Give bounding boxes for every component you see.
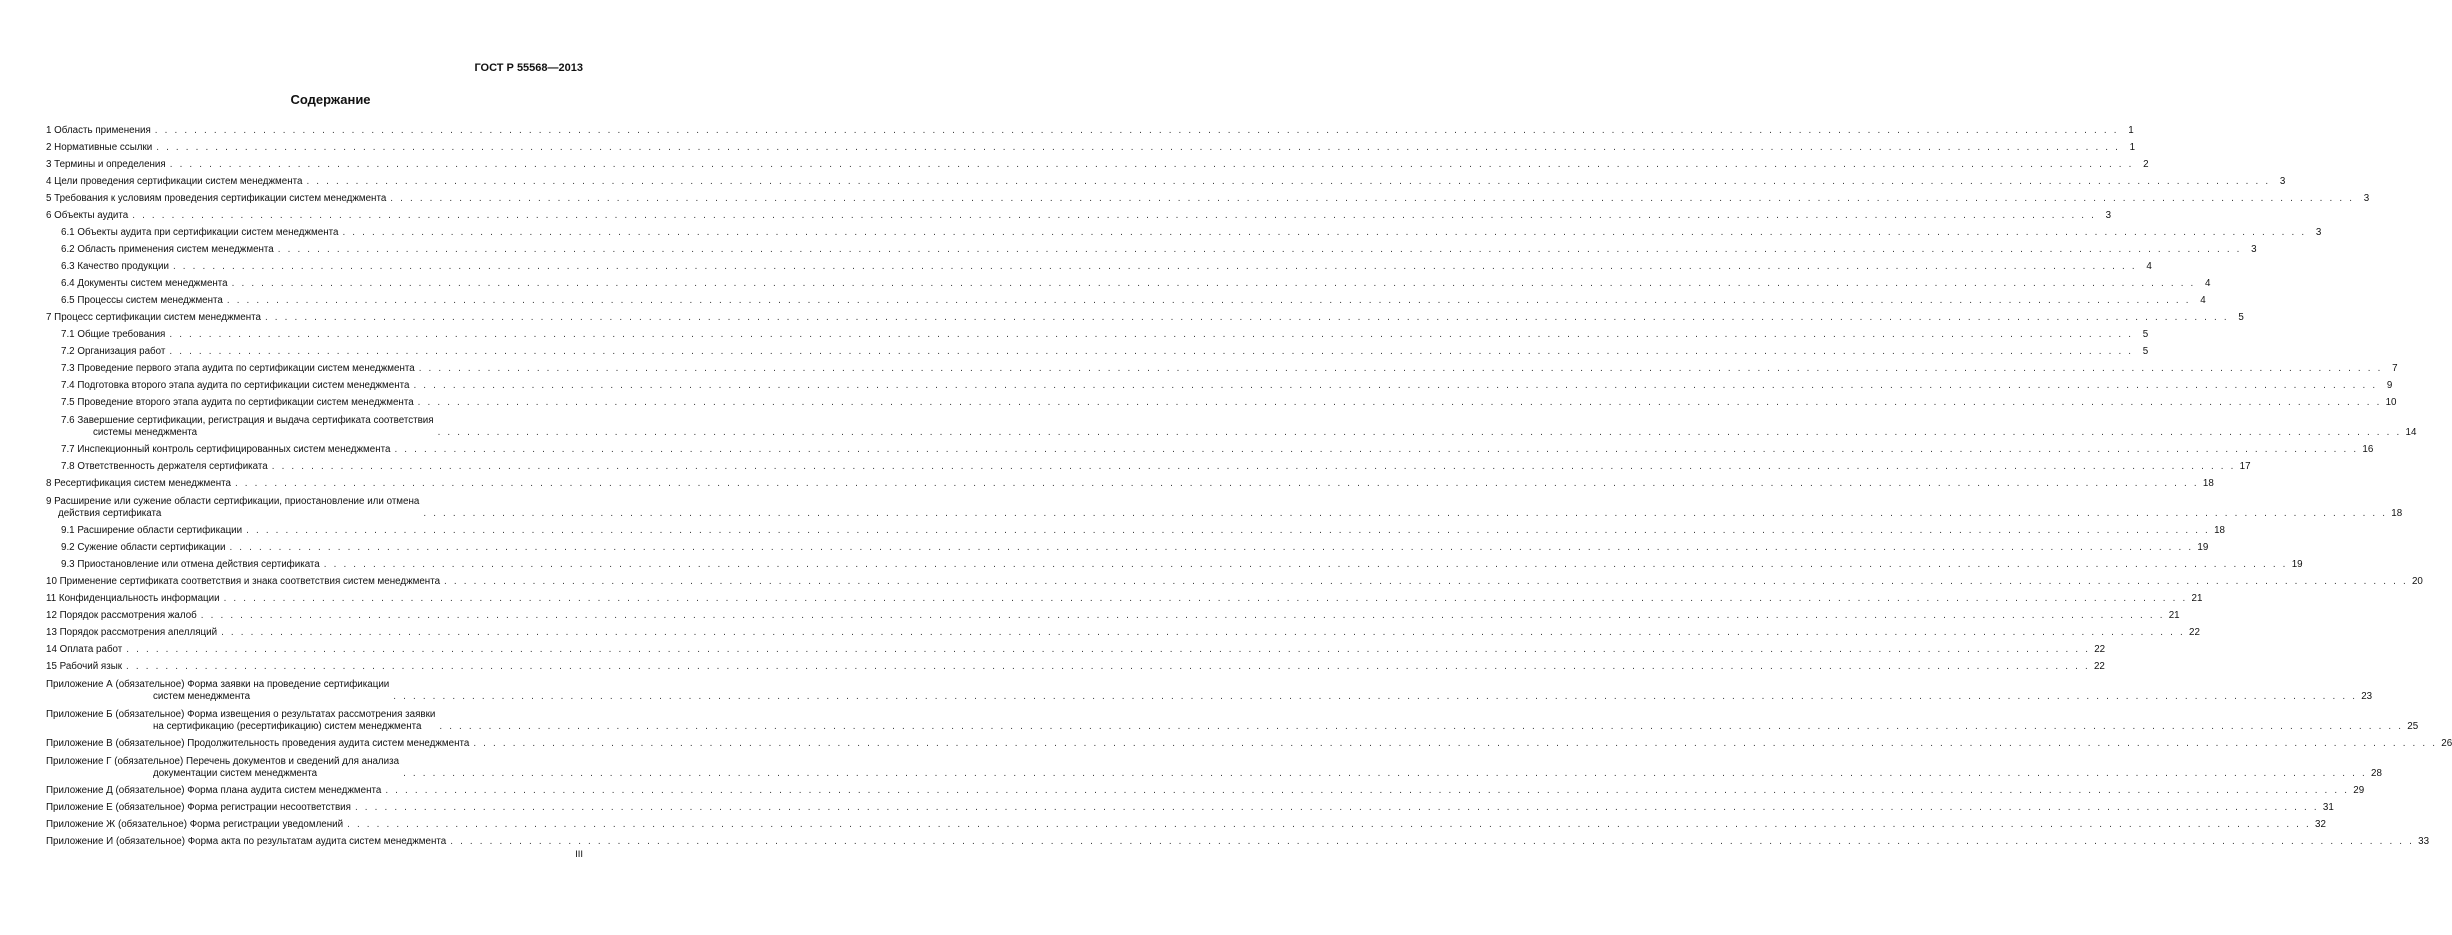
toc-entry-page: 22: [2094, 644, 2106, 655]
toc-entry: [46, 290, 2206, 307]
dot-leader: . . . . . . . . . . . . . . . . . . . . . . . . . . . . . . . . . . . . . . . . . . . . . . . . . . . . . . . . . . . . . . . . . . . . . . . . . . . . . . . . . . . . . . . . . . . . . . . . . . . . . . . . . . . . . . . . . . . . . . . . . . . . . . . . . . . . . . . . . . . . . . . . . . . . . . . . . . . . . . . . . . . . . . . . . . . . . . . . . . . . . . . . . . . . . . . . . . . . . . . .: [306, 176, 2271, 187]
toc-entry-page: 20: [2411, 576, 2423, 587]
toc-entry-label: 10 Применение сертификата соответствия и знака соответствия систем менеджмента: [46, 576, 441, 587]
toc-entry-page: 3: [2315, 227, 2322, 238]
toc-entry-page: 2: [2143, 159, 2149, 170]
toc-entry-label: Приложение Г (обязательное) Перечень документов и сведений для анализа: [46, 756, 400, 767]
toc-entry-text: [46, 756, 399, 780]
toc-entry-text: [46, 679, 389, 703]
toc-entry-text: [46, 576, 440, 588]
document-code: ГОСТ Р 55568—2013: [474, 62, 583, 74]
toc-entry-continuation: действия сертификата: [58, 508, 162, 519]
toc-entry-text: [46, 380, 409, 392]
toc-entry: [46, 703, 2419, 733]
toc-entry-text: [46, 261, 169, 273]
toc-entry-text: [46, 210, 128, 222]
toc-entry-label: 12 Порядок рассмотрения жалоб: [46, 610, 197, 621]
toc-entry-page: 18: [2202, 478, 2214, 489]
toc-entry-label: 6.3 Качество продукции: [61, 261, 169, 272]
toc-entry-label: Приложение Д (обязательное) Форма плана аудита систем менеджмента: [46, 785, 382, 796]
toc-entry-label: 2 Нормативные ссылки: [46, 142, 153, 153]
toc-entry-label: 9.1 Расширение области сертификации: [61, 525, 243, 536]
toc-entry: [46, 554, 2303, 571]
toc-entry-label: 7.5 Проведение второго этапа аудита по сертификации систем менеджмента: [61, 397, 414, 408]
toc-entry-page: 14: [2405, 427, 2417, 438]
dot-leader: . . . . . . . . . . . . . . . . . . . . . . . . . . . . . . . . . . . . . . . . . . . . . . . . . . . . . . . . . . . . . . . . . . . . . . . . . . . . . . . . . . . . . . . . . . . . . . . . . . . . . . . . . . . . . . . . . . . . . . . . . . . . . . . . . . . . . . . . . . . . . . . . . . . . . . . . . . . . . . . . . . . . . . . . . . . . . . . . . . . . . . . . . . . . . . . . . . . . . . . .: [200, 610, 2165, 621]
toc-entry: [46, 605, 2180, 622]
toc-entry-label: 6.5 Процессы систем менеджмента: [61, 295, 223, 306]
dot-leader: . . . . . . . . . . . . . . . . . . . . . . . . . . . . . . . . . . . . . . . . . . . . . . . . . . . . . . . . . . . . . . . . . . . . . . . . . . . . . . . . . . . . . . . . . . . . . . . . . . . . . . . . . . . . . . . . . . . . . . . . . . . . . . . . . . . . . . . . . . . . . . . . . . . . . . . . . . . . . . . . . . . . . . . . . . . . . . . . . . . . . . . . . . . . . . . . . . . . . . . .: [172, 261, 2137, 272]
dot-leader: . . . . . . . . . . . . . . . . . . . . . . . . . . . . . . . . . . . . . . . . . . . . . . . . . . . . . . . . . . . . . . . . . . . . . . . . . . . . . . . . . . . . . . . . . . . . . . . . . . . . . . . . . . . . . . . . . . . . . . . . . . . . . . . . . . . . . . . . . . . . . . . . . . . . . . . . . . . . . . . . . . . . . . . . . . . . . . . . . . . . . . . . . . . . . . . . . . . . . . . .: [393, 691, 2358, 702]
table-of-contents: [46, 120, 2452, 848]
dot-leader: . . . . . . . . . . . . . . . . . . . . . . . . . . . . . . . . . . . . . . . . . . . . . . . . . . . . . . . . . . . . . . . . . . . . . . . . . . . . . . . . . . . . . . . . . . . . . . . . . . . . . . . . . . . . . . . . . . . . . . . . . . . . . . . . . . . . . . . . . . . . . . . . . . . . . . . . . . . . . . . . . . . . . . . . . . . . . . . . . . . . . . . . . . . . . . . . . . . . . . . .: [169, 329, 2134, 340]
toc-entry-label: 6.4 Документы систем менеджмента: [61, 278, 228, 289]
toc-entry-text: [46, 593, 220, 605]
toc-entry: [46, 537, 2209, 554]
toc-entry-page: 31: [2322, 802, 2334, 813]
dot-leader: . . . . . . . . . . . . . . . . . . . . . . . . . . . . . . . . . . . . . . . . . . . . . . . . . . . . . . . . . . . . . . . . . . . . . . . . . . . . . . . . . . . . . . . . . . . . . . . . . . . . . . . . . . . . . . . . . . . . . . . . . . . . . . . . . . . . . . . . . . . . . . . . . . . . . . . . . . . . . . . . . . . . . . . . . . . . . . . . . . . . . . . . . . . . . . . . . . . . . . . .: [403, 768, 2367, 779]
toc-entry-page: 18: [2391, 508, 2403, 519]
dot-leader: . . . . . . . . . . . . . . . . . . . . . . . . . . . . . . . . . . . . . . . . . . . . . . . . . . . . . . . . . . . . . . . . . . . . . . . . . . . . . . . . . . . . . . . . . . . . . . . . . . . . . . . . . . . . . . . . . . . . . . . . . . . . . . . . . . . . . . . . . . . . . . . . . . . . . . . . . . . . . . . . . . . . . . . . . . . . . . . . . . . . . . . . . . . . . . . . . . . . . . . .: [223, 593, 2188, 604]
toc-entry-label: 7.4 Подготовка второго этапа аудита по сертификации систем менеджмента: [61, 380, 410, 391]
toc-entry-page: 3: [2105, 210, 2112, 221]
toc-entry-text: [46, 159, 166, 171]
toc-entry-text: [46, 478, 231, 490]
toc-entry: [46, 358, 2398, 375]
toc-entry-label: Приложение Е (обязательное) Форма регистрации несоответствия: [46, 802, 351, 813]
toc-entry-label: 5 Требования к условиям проведения сертификации систем менеджмента: [46, 193, 387, 204]
toc-entry-text: [46, 278, 228, 290]
toc-entry: [46, 797, 2334, 814]
toc-entry-label: 7.6 Завершение сертификации, регистрация и выдача сертификата соответствия: [61, 415, 434, 426]
toc-entry-page: 22: [2189, 627, 2200, 638]
toc-entry-page: 16: [2362, 444, 2374, 455]
toc-entry-page: 3: [2251, 244, 2257, 255]
toc-entry: [46, 750, 2382, 780]
toc-entry-label: Приложение Ж (обязательное) Форма регистрации уведомлений: [46, 819, 344, 830]
toc-entry-text: [46, 312, 261, 324]
toc-entry-page: 32: [2315, 819, 2326, 830]
toc-entry-text: [46, 244, 274, 256]
toc-entry-text: [46, 525, 242, 537]
toc-entry: [46, 473, 2214, 490]
toc-entry: [46, 831, 2430, 848]
dot-leader: . . . . . . . . . . . . . . . . . . . . . . . . . . . . . . . . . . . . . . . . . . . . . . . . . . . . . . . . . . . . . . . . . . . . . . . . . . . . . . . . . . . . . . . . . . . . . . . . . . . . . . . . . . . . . . . . . . . . . . . . . . . . . . . . . . . . . . . . . . . . . . . . . . . . . . . . . . . . . . . . . . . . . . . . . . . . . . . . . . . . . . . . . . . . . . . . . . . . . . . .: [132, 210, 2097, 221]
toc-entry-text: [46, 461, 268, 473]
toc-entry-page: 29: [2353, 785, 2365, 796]
dot-leader: . . . . . . . . . . . . . . . . . . . . . . . . . . . . . . . . . . . . . . . . . . . . . . . . . . . . . . . . . . . . . . . . . . . . . . . . . . . . . . . . . . . . . . . . . . . . . . . . . . . . . . . . . . . . . . . . . . . . . . . . . . . . . . . . . . . . . . . . . . . . . . . . . . . . . . . . . . . . . . . . . . . . . . . . . . . . . . . . . . . . . . . . . . . . . . . . . . . . . . . .: [169, 346, 2134, 357]
toc-entry-label: 9.2 Сужение области сертификации: [61, 542, 226, 553]
toc-entry-page: 19: [2291, 559, 2303, 570]
toc-entry-label: 14 Оплата работ: [46, 644, 123, 655]
toc-entry-text: [46, 193, 386, 205]
toc-entry-page: 5: [2142, 329, 2149, 340]
toc-entry-text: [46, 329, 165, 341]
toc-entry-page: 18: [2214, 525, 2225, 536]
toc-entry-page: 4: [2146, 261, 2152, 272]
toc-entry: [46, 622, 2200, 639]
toc-entry: [46, 490, 2403, 520]
toc-entry-label: 7.7 Инспекционный контроль сертифицированных систем менеджмента: [61, 444, 391, 455]
toc-entry-label: 13 Порядок рассмотрения апелляций: [46, 627, 218, 638]
toc-entry-text: [46, 627, 217, 639]
toc-entry-text: [46, 176, 302, 188]
toc-entry: [46, 571, 2423, 588]
toc-entry: [46, 137, 2136, 154]
toc-entry-text: [46, 295, 223, 307]
toc-entry-page: 5: [2238, 312, 2244, 323]
dot-leader: . . . . . . . . . . . . . . . . . . . . . . . . . . . . . . . . . . . . . . . . . . . . . . . . . . . . . . . . . . . . . . . . . . . . . . . . . . . . . . . . . . . . . . . . . . . . . . . . . . . . . . . . . . . . . . . . . . . . . . . . . . . . . . . . . . . . . . . . . . . . . . . . . . . . . . . . . . . . . . . . . . . . . . . . . . . . . . . . . . . . . . . . . . . . . . . . . . . . . . . .: [229, 542, 2194, 553]
toc-entry: [46, 639, 2106, 656]
toc-entry-page: 7: [2392, 363, 2398, 374]
toc-entry-text: [46, 785, 381, 797]
toc-entry-page: 9: [2386, 380, 2393, 391]
toc-entry-text: [46, 496, 419, 520]
toc-entry-label: 9 Расширение или сужение области сертификации, приостановление или отмена: [46, 496, 420, 507]
toc-entry-page: 19: [2197, 542, 2209, 553]
toc-entry: [46, 656, 2105, 673]
toc-entry-text: [46, 346, 165, 358]
toc-entry-label: 15 Рабочий язык: [46, 661, 123, 672]
toc-entry: [46, 256, 2152, 273]
dot-leader: . . . . . . . . . . . . . . . . . . . . . . . . . . . . . . . . . . . . . . . . . . . . . . . . . . . . . . . . . . . . . . . . . . . . . . . . . . . . . . . . . . . . . . . . . . . . . . . . . . . . . . . . . . . . . . . . . . . . . . . . . . . . . . . . . . . . . . . . . . . . . . . . . . . . . . . . . . . . . . . . . . . . . . . . . . . . . . . . . . . . . . . . . . . . . . . . . . . . . . . .: [347, 819, 2311, 830]
toc-entry-text: [46, 644, 122, 656]
dot-leader: . . . . . . . . . . . . . . . . . . . . . . . . . . . . . . . . . . . . . . . . . . . . . . . . . . . . . . . . . . . . . . . . . . . . . . . . . . . . . . . . . . . . . . . . . . . . . . . . . . . . . . . . . . . . . . . . . . . . . . . . . . . . . . . . . . . . . . . . . . . . . . . . . . . . . . . . . . . . . . . . . . . . . . . . . . . . . . . . . . . . . . . . . . . . . . . . . . . . . . . .: [126, 644, 2091, 655]
dot-leader: . . . . . . . . . . . . . . . . . . . . . . . . . . . . . . . . . . . . . . . . . . . . . . . . . . . . . . . . . . . . . . . . . . . . . . . . . . . . . . . . . . . . . . . . . . . . . . . . . . . . . . . . . . . . . . . . . . . . . . . . . . . . . . . . . . . . . . . . . . . . . . . . . . . . . . . . . . . . . . . . . . . . . . . . . . . . . . . . . . . . . . . . . . . . . . . . . . . . . . . .: [390, 193, 2355, 204]
toc-entry-text: [46, 415, 434, 439]
toc-entry-label: Приложение А (обязательное) Форма заявки на проведение сертификации: [46, 679, 390, 690]
toc-entry-page: 1: [2128, 125, 2134, 136]
toc-entry-page: 23: [2361, 691, 2373, 702]
toc-entry-label: Приложение В (обязательное) Продолжительность проведения аудита систем менеджмента: [46, 738, 470, 749]
toc-entry-continuation: системы менеджмента: [93, 427, 198, 438]
toc-entry: [46, 780, 2365, 797]
dot-leader: . . . . . . . . . . . . . . . . . . . . . . . . . . . . . . . . . . . . . . . . . . . . . . . . . . . . . . . . . . . . . . . . . . . . . . . . . . . . . . . . . . . . . . . . . . . . . . . . . . . . . . . . . . . . . . . . . . . . . . . . . . . . . . . . . . . . . . . . . . . . . . . . . . . . . . . . . . . . . . . . . . . . . . . . . . . . . . . . . . . . . . . . . . . . . . . . . . . . . . . .: [473, 738, 2438, 749]
toc-entry: [46, 392, 2397, 409]
dot-leader: . . . . . . . . . . . . . . . . . . . . . . . . . . . . . . . . . . . . . . . . . . . . . . . . . . . . . . . . . . . . . . . . . . . . . . . . . . . . . . . . . . . . . . . . . . . . . . . . . . . . . . . . . . . . . . . . . . . . . . . . . . . . . . . . . . . . . . . . . . . . . . . . . . . . . . . . . . . . . . . . . . . . . . . . . . . . . . . . . . . . . . . . . . . . . . . . . . . . . . . .: [437, 427, 2402, 438]
toc-entry-continuation: документации систем менеджмента: [153, 768, 318, 779]
toc-entry: [46, 171, 2286, 188]
toc-entry-label: 7.3 Проведение первого этапа аудита по сертификации систем менеджмента: [61, 363, 415, 374]
toc-entry: [46, 120, 2134, 137]
toc-entry-text: [46, 142, 152, 154]
toc-entry: [46, 409, 2417, 439]
dot-leader: . . . . . . . . . . . . . . . . . . . . . . . . . . . . . . . . . . . . . . . . . . . . . . . . . . . . . . . . . . . . . . . . . . . . . . . . . . . . . . . . . . . . . . . . . . . . . . . . . . . . . . . . . . . . . . . . . . . . . . . . . . . . . . . . . . . . . . . . . . . . . . . . . . . . . . . . . . . . . . . . . . . . . . . . . . . . . . . . . . . . . . . . . . . . . . . . . . . . . . . .: [394, 444, 2359, 455]
toc-entry: [46, 520, 2225, 537]
toc-entry-page: 3: [2279, 176, 2286, 187]
toc-entry-text: [46, 125, 151, 137]
toc-entry: [46, 154, 2149, 171]
toc-entry-text: [46, 363, 415, 375]
toc-entry: [46, 188, 2370, 205]
toc-entry-label: 9.3 Приостановление или отмена действия сертификата: [61, 559, 320, 570]
dot-leader: . . . . . . . . . . . . . . . . . . . . . . . . . . . . . . . . . . . . . . . . . . . . . . . . . . . . . . . . . . . . . . . . . . . . . . . . . . . . . . . . . . . . . . . . . . . . . . . . . . . . . . . . . . . . . . . . . . . . . . . . . . . . . . . . . . . . . . . . . . . . . . . . . . . . . . . . . . . . . . . . . . . . . . . . . . . . . . . . . . . . . . . . . . . . . . . . . . . . . . . .: [418, 363, 2383, 374]
toc-entry-text: [46, 542, 225, 554]
toc-entry-label: 7 Процесс сертификации систем менеджмента: [46, 312, 261, 323]
toc-entry-continuation: на сертификацию (ресертификацию) систем менеджмента: [153, 721, 422, 732]
toc-entry-page: 25: [2407, 721, 2419, 732]
toc-entry: [46, 814, 2326, 831]
toc-entry-page: 4: [2205, 278, 2211, 289]
toc-entry: [46, 439, 2374, 456]
dot-leader: . . . . . . . . . . . . . . . . . . . . . . . . . . . . . . . . . . . . . . . . . . . . . . . . . . . . . . . . . . . . . . . . . . . . . . . . . . . . . . . . . . . . . . . . . . . . . . . . . . . . . . . . . . . . . . . . . . . . . . . . . . . . . . . . . . . . . . . . . . . . . . . . . . . . . . . . . . . . . . . . . . . . . . . . . . . . . . . . . . . . . . . . . . . . . . . . . . . . . . . .: [271, 461, 2236, 472]
toc-entry-page: 10: [2385, 397, 2397, 408]
dot-leader: . . . . . . . . . . . . . . . . . . . . . . . . . . . . . . . . . . . . . . . . . . . . . . . . . . . . . . . . . . . . . . . . . . . . . . . . . . . . . . . . . . . . . . . . . . . . . . . . . . . . . . . . . . . . . . . . . . . . . . . . . . . . . . . . . . . . . . . . . . . . . . . . . . . . . . . . . . . . . . . . . . . . . . . . . . . . . . . . . . . . . . . . . . . . . . . . . . . . . . . .: [444, 576, 2408, 587]
toc-entry: [46, 673, 2373, 703]
toc-entry-text: [46, 738, 469, 750]
toc-entry-label: 7.8 Ответственность держателя сертификата: [61, 461, 268, 472]
toc-entry: [46, 375, 2393, 392]
dot-leader: . . . . . . . . . . . . . . . . . . . . . . . . . . . . . . . . . . . . . . . . . . . . . . . . . . . . . . . . . . . . . . . . . . . . . . . . . . . . . . . . . . . . . . . . . . . . . . . . . . . . . . . . . . . . . . . . . . . . . . . . . . . . . . . . . . . . . . . . . . . . . . . . . . . . . . . . . . . . . . . . . . . . . . . . . . . . . . . . . . . . . . . . . . . . . . . . . . . . . . . .: [413, 380, 2378, 391]
toc-entry: [46, 456, 2251, 473]
toc-entry-label: 11 Конфиденциальность информации: [46, 593, 220, 604]
toc-entry: [46, 273, 2211, 290]
toc-entry-text: [46, 836, 446, 848]
dot-leader: . . . . . . . . . . . . . . . . . . . . . . . . . . . . . . . . . . . . . . . . . . . . . . . . . . . . . . . . . . . . . . . . . . . . . . . . . . . . . . . . . . . . . . . . . . . . . . . . . . . . . . . . . . . . . . . . . . . . . . . . . . . . . . . . . . . . . . . . . . . . . . . . . . . . . . . . . . . . . . . . . . . . . . . . . . . . . . . . . . . . . . . . . . . . . . . . . . . . . . . .: [264, 312, 2229, 323]
toc-entry-label: 4 Цели проведения сертификации систем менеджмента: [46, 176, 303, 187]
dot-leader: . . . . . . . . . . . . . . . . . . . . . . . . . . . . . . . . . . . . . . . . . . . . . . . . . . . . . . . . . . . . . . . . . . . . . . . . . . . . . . . . . . . . . . . . . . . . . . . . . . . . . . . . . . . . . . . . . . . . . . . . . . . . . . . . . . . . . . . . . . . . . . . . . . . . . . . . . . . . . . . . . . . . . . . . . . . . . . . . . . . . . . . . . . . . . . . . . . . . . . . .: [277, 244, 2242, 255]
toc-entry: [46, 205, 2112, 222]
dot-leader: . . . . . . . . . . . . . . . . . . . . . . . . . . . . . . . . . . . . . . . . . . . . . . . . . . . . . . . . . . . . . . . . . . . . . . . . . . . . . . . . . . . . . . . . . . . . . . . . . . . . . . . . . . . . . . . . . . . . . . . . . . . . . . . . . . . . . . . . . . . . . . . . . . . . . . . . . . . . . . . . . . . . . . . . . . . . . . . . . . . . . . . . . . . . . . . . . . . . . . . .: [342, 227, 2307, 238]
toc-entry-continuation: систем менеджмента: [153, 691, 251, 702]
toc-entry-label: 1 Область применения: [46, 125, 151, 136]
dot-leader: . . . . . . . . . . . . . . . . . . . . . . . . . . . . . . . . . . . . . . . . . . . . . . . . . . . . . . . . . . . . . . . . . . . . . . . . . . . . . . . . . . . . . . . . . . . . . . . . . . . . . . . . . . . . . . . . . . . . . . . . . . . . . . . . . . . . . . . . . . . . . . . . . . . . . . . . . . . . . . . . . . . . . . . . . . . . . . . . . . . . . . . . . . . . . . . . . . . . . . . .: [323, 559, 2288, 570]
dot-leader: . . . . . . . . . . . . . . . . . . . . . . . . . . . . . . . . . . . . . . . . . . . . . . . . . . . . . . . . . . . . . . . . . . . . . . . . . . . . . . . . . . . . . . . . . . . . . . . . . . . . . . . . . . . . . . . . . . . . . . . . . . . . . . . . . . . . . . . . . . . . . . . . . . . . . . . . . . . . . . . . . . . . . . . . . . . . . . . . . . . . . . . . . . . . . . . . . . . . . . . .: [450, 836, 2415, 847]
dot-leader: . . . . . . . . . . . . . . . . . . . . . . . . . . . . . . . . . . . . . . . . . . . . . . . . . . . . . . . . . . . . . . . . . . . . . . . . . . . . . . . . . . . . . . . . . . . . . . . . . . . . . . . . . . . . . . . . . . . . . . . . . . . . . . . . . . . . . . . . . . . . . . . . . . . . . . . . . . . . . . . . . . . . . . . . . . . . . . . . . . . . . . . . . . . . . . . . . . . . . . . .: [169, 159, 2134, 170]
dot-leader: . . . . . . . . . . . . . . . . . . . . . . . . . . . . . . . . . . . . . . . . . . . . . . . . . . . . . . . . . . . . . . . . . . . . . . . . . . . . . . . . . . . . . . . . . . . . . . . . . . . . . . . . . . . . . . . . . . . . . . . . . . . . . . . . . . . . . . . . . . . . . . . . . . . . . . . . . . . . . . . . . . . . . . . . . . . . . . . . . . . . . . . . . . . . . . . . . . . . . . . .: [221, 627, 2185, 638]
dot-leader: . . . . . . . . . . . . . . . . . . . . . . . . . . . . . . . . . . . . . . . . . . . . . . . . . . . . . . . . . . . . . . . . . . . . . . . . . . . . . . . . . . . . . . . . . . . . . . . . . . . . . . . . . . . . . . . . . . . . . . . . . . . . . . . . . . . . . . . . . . . . . . . . . . . . . . . . . . . . . . . . . . . . . . . . . . . . . . . . . . . . . . . . . . . . . . . . . . . . . . . .: [246, 525, 2210, 536]
toc-entry: [46, 324, 2149, 341]
dot-leader: . . . . . . . . . . . . . . . . . . . . . . . . . . . . . . . . . . . . . . . . . . . . . . . . . . . . . . . . . . . . . . . . . . . . . . . . . . . . . . . . . . . . . . . . . . . . . . . . . . . . . . . . . . . . . . . . . . . . . . . . . . . . . . . . . . . . . . . . . . . . . . . . . . . . . . . . . . . . . . . . . . . . . . . . . . . . . . . . . . . . . . . . . . . . . . . . . . . . . . . .: [423, 508, 2388, 519]
dot-leader: . . . . . . . . . . . . . . . . . . . . . . . . . . . . . . . . . . . . . . . . . . . . . . . . . . . . . . . . . . . . . . . . . . . . . . . . . . . . . . . . . . . . . . . . . . . . . . . . . . . . . . . . . . . . . . . . . . . . . . . . . . . . . . . . . . . . . . . . . . . . . . . . . . . . . . . . . . . . . . . . . . . . . . . . . . . . . . . . . . . . . . . . . . . . . . . . . . . . . . . .: [385, 785, 2350, 796]
toc-entry: [46, 341, 2149, 358]
toc-entry-text: [46, 709, 435, 733]
toc-entry-label: 6.2 Область применения систем менеджмента: [61, 244, 274, 255]
toc-entry: [46, 239, 2257, 256]
toc-entry-page: 22: [2093, 661, 2105, 672]
toc-entry-page: 4: [2200, 295, 2206, 306]
toc-entry-text: [46, 444, 390, 456]
dot-leader: . . . . . . . . . . . . . . . . . . . . . . . . . . . . . . . . . . . . . . . . . . . . . . . . . . . . . . . . . . . . . . . . . . . . . . . . . . . . . . . . . . . . . . . . . . . . . . . . . . . . . . . . . . . . . . . . . . . . . . . . . . . . . . . . . . . . . . . . . . . . . . . . . . . . . . . . . . . . . . . . . . . . . . . . . . . . . . . . . . . . . . . . . . . . . . . . . . . . . . . .: [154, 125, 2119, 136]
toc-entry-page: 3: [2363, 193, 2370, 204]
toc-entry-page: 17: [2239, 461, 2251, 472]
toc-entry-text: [46, 802, 351, 814]
dot-leader: . . . . . . . . . . . . . . . . . . . . . . . . . . . . . . . . . . . . . . . . . . . . . . . . . . . . . . . . . . . . . . . . . . . . . . . . . . . . . . . . . . . . . . . . . . . . . . . . . . . . . . . . . . . . . . . . . . . . . . . . . . . . . . . . . . . . . . . . . . . . . . . . . . . . . . . . . . . . . . . . . . . . . . . . . . . . . . . . . . . . . . . . . . . . . . . . . . . . . . . .: [126, 661, 2090, 672]
toc-entry: [46, 222, 2322, 239]
dot-leader: . . . . . . . . . . . . . . . . . . . . . . . . . . . . . . . . . . . . . . . . . . . . . . . . . . . . . . . . . . . . . . . . . . . . . . . . . . . . . . . . . . . . . . . . . . . . . . . . . . . . . . . . . . . . . . . . . . . . . . . . . . . . . . . . . . . . . . . . . . . . . . . . . . . . . . . . . . . . . . . . . . . . . . . . . . . . . . . . . . . . . . . . . . . . . . . . . . . . . . . .: [226, 295, 2191, 306]
dot-leader: . . . . . . . . . . . . . . . . . . . . . . . . . . . . . . . . . . . . . . . . . . . . . . . . . . . . . . . . . . . . . . . . . . . . . . . . . . . . . . . . . . . . . . . . . . . . . . . . . . . . . . . . . . . . . . . . . . . . . . . . . . . . . . . . . . . . . . . . . . . . . . . . . . . . . . . . . . . . . . . . . . . . . . . . . . . . . . . . . . . . . . . . . . . . . . . . . . . . . . . .: [439, 721, 2404, 732]
toc-entry-page: 28: [2371, 768, 2382, 779]
toc-entry-text: [46, 661, 122, 673]
toc-entry-label: 7.2 Организация работ: [61, 346, 166, 357]
toc-entry: [46, 588, 2203, 605]
toc-entry-page: 26: [2441, 738, 2452, 749]
toc-entry-label: 7.1 Общие требования: [61, 329, 166, 340]
dot-leader: . . . . . . . . . . . . . . . . . . . . . . . . . . . . . . . . . . . . . . . . . . . . . . . . . . . . . . . . . . . . . . . . . . . . . . . . . . . . . . . . . . . . . . . . . . . . . . . . . . . . . . . . . . . . . . . . . . . . . . . . . . . . . . . . . . . . . . . . . . . . . . . . . . . . . . . . . . . . . . . . . . . . . . . . . . . . . . . . . . . . . . . . . . . . . . . . . . . . . . . .: [156, 142, 2121, 153]
toc-entry: [46, 307, 2244, 324]
toc-entry-page: 21: [2168, 610, 2180, 621]
dot-leader: . . . . . . . . . . . . . . . . . . . . . . . . . . . . . . . . . . . . . . . . . . . . . . . . . . . . . . . . . . . . . . . . . . . . . . . . . . . . . . . . . . . . . . . . . . . . . . . . . . . . . . . . . . . . . . . . . . . . . . . . . . . . . . . . . . . . . . . . . . . . . . . . . . . . . . . . . . . . . . . . . . . . . . . . . . . . . . . . . . . . . . . . . . . . . . . . . . . . . . . .: [231, 278, 2196, 289]
toc-entry-text: [46, 819, 343, 831]
toc-entry-page: 1: [2129, 142, 2136, 153]
toc-entry-text: [46, 397, 414, 409]
toc-entry-label: 6.1 Объекты аудита при сертификации систем менеджмента: [61, 227, 339, 238]
page-number: III: [575, 849, 583, 860]
toc-entry-text: [46, 610, 197, 622]
dot-leader: . . . . . . . . . . . . . . . . . . . . . . . . . . . . . . . . . . . . . . . . . . . . . . . . . . . . . . . . . . . . . . . . . . . . . . . . . . . . . . . . . . . . . . . . . . . . . . . . . . . . . . . . . . . . . . . . . . . . . . . . . . . . . . . . . . . . . . . . . . . . . . . . . . . . . . . . . . . . . . . . . . . . . . . . . . . . . . . . . . . . . . . . . . . . . . . . . . . . . . . .: [417, 397, 2382, 408]
toc-entry-label: 3 Термины и определения: [46, 159, 166, 170]
toc-entry: [46, 733, 2452, 750]
toc-entry-page: 33: [2418, 836, 2430, 847]
toc-entry-page: 21: [2191, 593, 2203, 604]
toc-entry-label: 6 Объекты аудита: [46, 210, 129, 221]
toc-entry-label: 8 Ресертификация систем менеджмента: [46, 478, 231, 489]
toc-entry-text: [46, 227, 338, 239]
toc-entry-label: Приложение Б (обязательное) Форма извещения о результатах рассмотрения заявки: [46, 709, 436, 720]
toc-entry-text: [46, 559, 320, 571]
page-title: Содержание: [290, 92, 371, 107]
dot-leader: . . . . . . . . . . . . . . . . . . . . . . . . . . . . . . . . . . . . . . . . . . . . . . . . . . . . . . . . . . . . . . . . . . . . . . . . . . . . . . . . . . . . . . . . . . . . . . . . . . . . . . . . . . . . . . . . . . . . . . . . . . . . . . . . . . . . . . . . . . . . . . . . . . . . . . . . . . . . . . . . . . . . . . . . . . . . . . . . . . . . . . . . . . . . . . . . . . . . . . . .: [354, 802, 2319, 813]
toc-entry-label: Приложение И (обязательное) Форма акта по результатам аудита систем менеджмента: [46, 836, 447, 847]
dot-leader: . . . . . . . . . . . . . . . . . . . . . . . . . . . . . . . . . . . . . . . . . . . . . . . . . . . . . . . . . . . . . . . . . . . . . . . . . . . . . . . . . . . . . . . . . . . . . . . . . . . . . . . . . . . . . . . . . . . . . . . . . . . . . . . . . . . . . . . . . . . . . . . . . . . . . . . . . . . . . . . . . . . . . . . . . . . . . . . . . . . . . . . . . . . . . . . . . . . . . . . .: [234, 478, 2199, 489]
toc-entry-page: 5: [2142, 346, 2149, 357]
